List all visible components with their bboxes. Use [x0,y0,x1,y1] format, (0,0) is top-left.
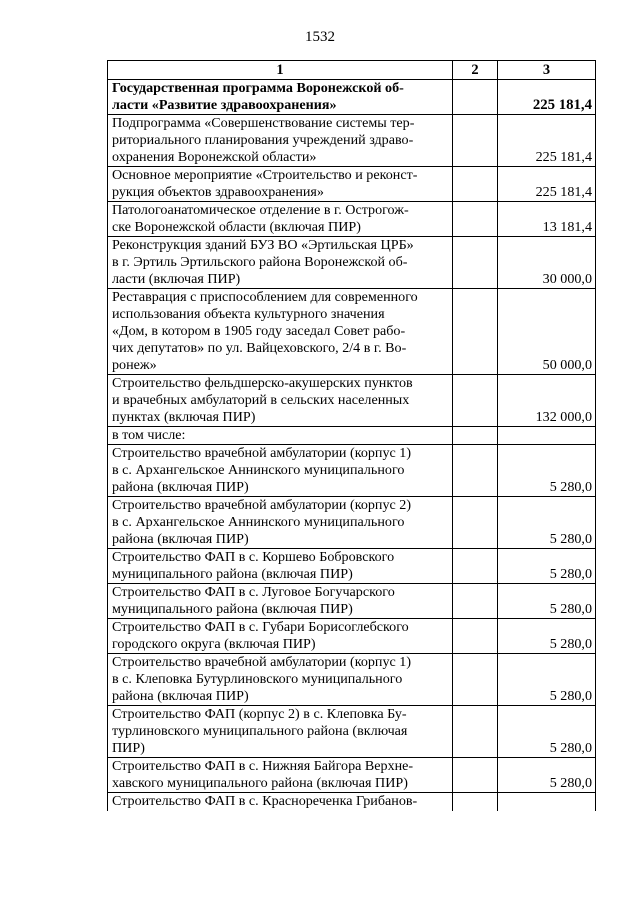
table-row [108,445,596,497]
row-amount: 225 181,4 [498,115,596,167]
row-column-2 [453,584,498,619]
table-row [108,80,596,115]
description-line: ласти (включая ПИР) [112,271,241,287]
description-line: в г. Эртиль Эртильского района Воронежской об- [112,254,408,270]
description-line: района (включая ПИР) [112,688,249,704]
row-column-2 [453,549,498,584]
description-line: Государственная программа Воронежской об- [112,80,404,96]
row-description [108,80,453,115]
row-description [108,619,453,654]
row-column-2 [453,497,498,549]
row-amount: 5 280,0 [498,706,596,758]
description-line: в с. Клеповка Бутурлиновского муниципального [112,671,403,687]
table-row [108,549,596,584]
row-column-2 [453,202,498,237]
page-number: 1532 [305,29,335,45]
row-description [108,427,453,445]
row-description [108,497,453,549]
description-line: Строительство ФАП в с. Коршево Бобровского [112,549,395,565]
column-header-3: 3 [498,61,596,80]
table-row [108,375,596,427]
row-column-2 [453,445,498,497]
table-row [108,237,596,289]
description-line: в с. Архангельское Аннинского муниципального [112,514,405,530]
column-header-1: 1 [108,61,453,80]
row-column-2 [453,80,498,115]
row-column-2 [453,237,498,289]
description-line: Патологоанатомическое отделение в г. Острогож- [112,202,409,218]
description-line: турлиновского муниципального района (включая [112,723,408,739]
row-amount [498,427,596,445]
row-column-2 [453,115,498,167]
row-amount: 30 000,0 [498,237,596,289]
row-amount: 5 280,0 [498,584,596,619]
description-line: ПИР) [112,740,145,756]
row-description [108,115,453,167]
description-line: района (включая ПИР) [112,531,249,547]
description-line: Строительство ФАП (корпус 2) в с. Клеповка Бу- [112,706,407,722]
table-row [108,289,596,375]
row-column-2 [453,619,498,654]
description-line: в с. Архангельское Аннинского муниципального [112,462,405,478]
header-row [108,61,596,80]
description-line: городского округа (включая ПИР) [112,636,316,652]
description-line: чих депутатов» по ул. Вайцеховского, 2/4 в г. Во- [112,340,407,356]
row-amount: 5 280,0 [498,549,596,584]
row-column-2 [453,375,498,427]
row-column-2 [453,706,498,758]
row-description [108,758,453,793]
description-line: хавского муниципального района (включая ПИР) [112,775,408,791]
row-amount: 5 280,0 [498,619,596,654]
row-description [108,445,453,497]
table-row [108,202,596,237]
description-line: Строительство врачебной амбулатории (корпус 1) [112,654,412,670]
row-amount: 50 000,0 [498,289,596,375]
row-description [108,237,453,289]
table-row [108,619,596,654]
description-line: муниципального района (включая ПИР) [112,601,353,617]
table-row [108,654,596,706]
description-line: Подпрограмма «Совершенствование системы тер- [112,115,415,131]
description-line: ронеж» [112,357,157,373]
description-line: использования объекта культурного значения [112,306,385,322]
row-description [108,375,453,427]
table-row [108,167,596,202]
description-line: и врачебных амбулаторий в сельских населенных [112,392,410,408]
table-row [108,497,596,549]
row-description [108,793,453,812]
row-column-2 [453,289,498,375]
row-column-2 [453,427,498,445]
description-line: Строительство ФАП в с. Луговое Богучарского [112,584,395,600]
row-description [108,289,453,375]
column-header-2: 2 [453,61,498,80]
row-column-2 [453,758,498,793]
description-line: охранения Воронежской области» [112,149,317,165]
description-line: Основное мероприятие «Строительство и реконст- [112,167,418,183]
description-line: Реставрация с приспособлением для современного [112,289,418,305]
row-amount [498,793,596,812]
table-row [108,706,596,758]
budget-table [107,60,596,811]
row-amount: 225 181,4 [498,80,596,115]
table-row [108,115,596,167]
row-amount: 5 280,0 [498,497,596,549]
description-line: района (включая ПИР) [112,479,249,495]
row-amount: 13 181,4 [498,202,596,237]
description-line: Реконструкция зданий БУЗ ВО «Эртильская ЦРБ» [112,237,414,253]
row-amount: 225 181,4 [498,167,596,202]
description-line: ласти «Развитие здравоохранения» [112,97,337,113]
row-description [108,654,453,706]
row-description [108,584,453,619]
description-line: Строительство ФАП в с. Краснореченка Грибанов- [112,793,418,809]
description-line: «Дом, в котором в 1905 году заседал Совет рабо- [112,323,406,339]
row-description [108,202,453,237]
table-row [108,793,596,812]
description-line: пунктах (включая ПИР) [112,409,256,425]
description-line: муниципального района (включая ПИР) [112,566,353,582]
description-line: Строительство врачебной амбулатории (корпус 2) [112,497,412,513]
row-amount: 5 280,0 [498,445,596,497]
description-line: Строительство врачебной амбулатории (корпус 1) [112,445,412,461]
row-amount: 5 280,0 [498,654,596,706]
table-body [108,80,596,812]
description-line: риториального планирования учреждений здраво- [112,132,414,148]
row-amount: 132 000,0 [498,375,596,427]
table-row [108,758,596,793]
table-row [108,427,596,445]
row-description [108,706,453,758]
table-row [108,584,596,619]
description-line: Строительство ФАП в с. Губари Борисоглебского [112,619,409,635]
description-line: Строительство фельдшерско-акушерских пунктов [112,375,413,391]
row-amount: 5 280,0 [498,758,596,793]
description-line: Строительство ФАП в с. Нижняя Байгора Верхне- [112,758,414,774]
row-description [108,549,453,584]
description-line: в том числе: [112,427,186,443]
row-column-2 [453,167,498,202]
description-line: рукция объектов здравоохранения» [112,184,324,200]
row-column-2 [453,654,498,706]
description-line: ске Воронежской области (включая ПИР) [112,219,361,235]
row-column-2 [453,793,498,812]
row-description [108,167,453,202]
